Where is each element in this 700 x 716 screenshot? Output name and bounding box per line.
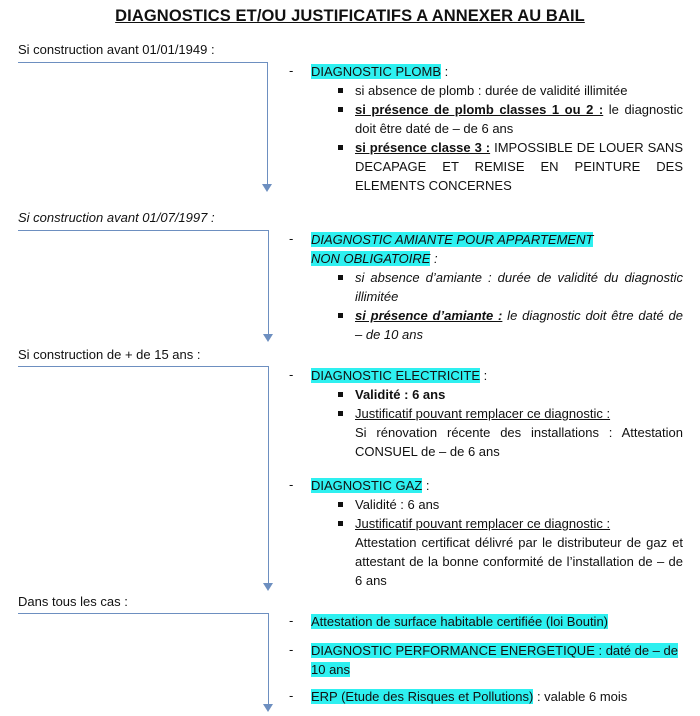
list-dash: -: [289, 477, 294, 492]
list-item: si absence d’amiante : durée de validité du diagnostic illimitée: [311, 268, 683, 306]
arrow-down-icon: [263, 334, 273, 342]
item-heading: DIAGNOSTIC PERFORMANCE ENERGETIQUE : daté de – de 10 ans: [311, 643, 678, 677]
arrow-down-icon: [262, 184, 272, 192]
item-diagnostic-amiante: DIAGNOSTIC AMIANTE POUR APPARTEMENT NON OBLIGATOIRE : si absence d’amiante : durée de validité du diagnostic illimitée si présence d’amiante : le diagnostic doit être daté de – de 10 ans: [311, 232, 684, 342]
connector-line: [18, 613, 268, 614]
condition-label-tous-les-cas: Dans tous les cas :: [18, 594, 128, 609]
condition-label-1949: Si construction avant 01/01/1949 :: [18, 42, 215, 57]
bullet-icon: [338, 107, 343, 112]
connector-line: [18, 230, 268, 231]
list-item: si présence classe 3 : IMPOSSIBLE DE LOUER SANS DECAPAGE ET REMISE EN PEINTURE DES ELEMENTS CONCERNES: [311, 138, 683, 195]
list-dash: -: [289, 642, 294, 657]
item-diagnostic-electricite: DIAGNOSTIC ELECTRICITE : Validité : 6 ans Justificatif pouvant remplacer ce diagnostic : Si rénovation récente des installations : Attestation CONSUEL de – de 6 ans: [311, 368, 683, 459]
list-dash: -: [289, 231, 294, 246]
item-heading: DIAGNOSTIC ELECTRICITE: [311, 368, 481, 383]
bullet-icon: [338, 411, 343, 416]
item-heading: Attestation de surface habitable certifiée (loi Boutin): [311, 614, 609, 629]
bullet-icon: [338, 392, 343, 397]
item-heading: ERP (Etude des Risques et Pollutions): [311, 689, 534, 704]
condition-label-1997: Si construction avant 01/07/1997 :: [18, 210, 215, 225]
condition-label-15-ans: Si construction de + de 15 ans :: [18, 347, 201, 362]
item-heading: DIAGNOSTIC GAZ: [311, 478, 423, 493]
bullet-icon: [338, 145, 343, 150]
item-erp: ERP (Etude des Risques et Pollutions) : valable 6 mois: [311, 689, 628, 704]
connector-line: [268, 366, 269, 583]
arrow-down-icon: [263, 704, 273, 712]
item-diagnostic-plomb: DIAGNOSTIC PLOMB : si absence de plomb : durée de validité illimitée si présence de plomb classes 1 ou 2 : le diagnostic doit être daté de – de 6 ans si présence classe 3 : IMPOSSIBLE DE LOUER SANS DECAPAGE ET REMISE EN PEINTURE DES ELEMENTS CONCERNES: [311, 64, 683, 193]
connector-line: [267, 62, 268, 184]
item-attestation-surface: [311, 612, 683, 631]
list-dash: -: [289, 367, 294, 382]
list-item: Justificatif pouvant remplacer ce diagnostic : Attestation certificat délivré par le distributeur de gaz et attestant de la bonne conformité de l’installation de – de 6 ans: [311, 514, 683, 590]
page-title: DIAGNOSTICS ET/OU JUSTIFICATIFS A ANNEXER AU BAIL: [115, 7, 585, 25]
list-item: Validité : 6 ans: [311, 385, 683, 404]
item-diagnostic-performance: [311, 641, 683, 679]
list-dash: -: [289, 613, 294, 628]
list-dash: -: [289, 688, 294, 703]
item-diagnostic-gaz: DIAGNOSTIC GAZ : Validité : 6 ans Justificatif pouvant remplacer ce diagnostic : Attestation certificat délivré par le distributeur de gaz et attestant de la bonne conformité de l’installation de – de 6 ans: [311, 478, 683, 588]
item-heading: DIAGNOSTIC AMIANTE POUR APPARTEMENT NON OBLIGATOIRE: [311, 232, 594, 266]
list-item: Validité : 6 ans: [311, 495, 683, 514]
item-heading: DIAGNOSTIC PLOMB: [311, 64, 442, 79]
bullet-icon: [338, 502, 343, 507]
list-item: si absence de plomb : durée de validité illimitée: [311, 81, 683, 100]
bullet-icon: [338, 88, 343, 93]
list-item: Justificatif pouvant remplacer ce diagnostic : Si rénovation récente des installations : Attestation CONSUEL de – de 6 ans: [311, 404, 683, 461]
connector-line: [18, 366, 268, 367]
arrow-down-icon: [263, 583, 273, 591]
bullet-icon: [338, 313, 343, 318]
connector-line: [268, 613, 269, 705]
bullet-icon: [338, 521, 343, 526]
list-dash: -: [289, 63, 294, 78]
connector-line: [268, 230, 269, 334]
list-item: si présence d’amiante : le diagnostic doit être daté de – de 10 ans: [311, 306, 683, 344]
bullet-icon: [338, 275, 343, 280]
list-item: si présence de plomb classes 1 ou 2 : le diagnostic doit être daté de – de 6 ans: [311, 100, 683, 138]
connector-line: [18, 62, 267, 63]
